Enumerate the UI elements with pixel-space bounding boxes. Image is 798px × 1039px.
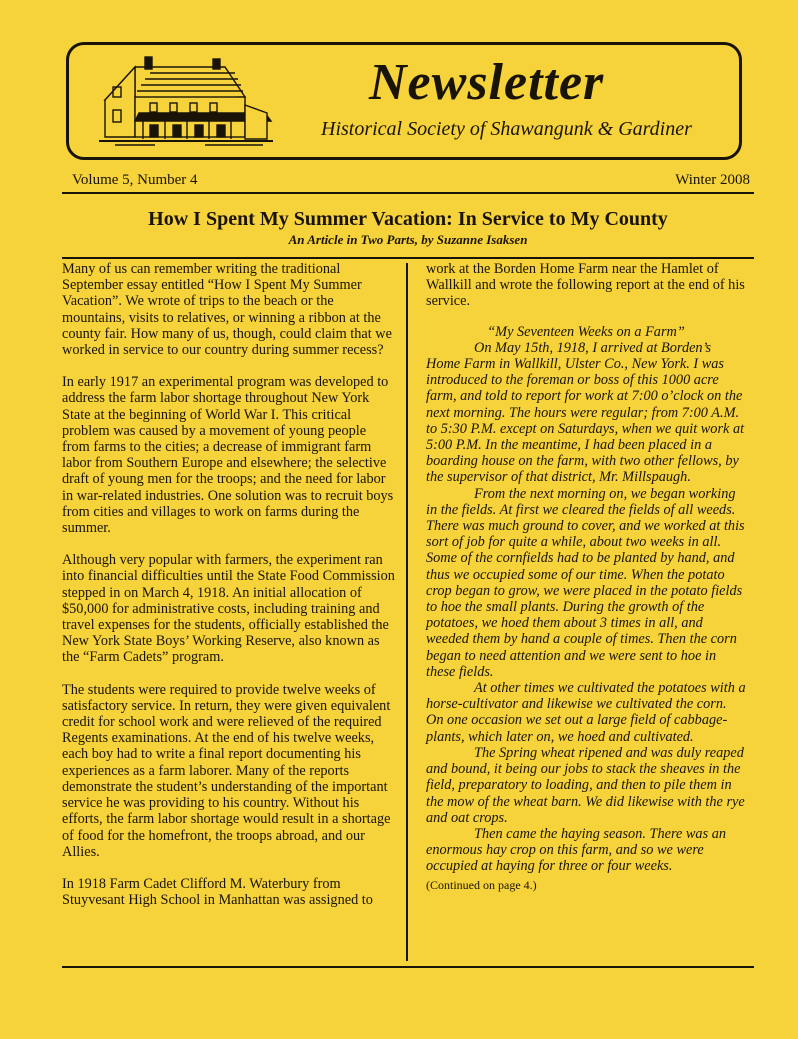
report-paragraph: On May 15th, 1918, I arrived at Borden’s Home Farm in Wallkill, Ulster Co., New York. I was introduced to the foreman or boss of this 1000 acre farm, and told to report for work at 7:00 o’clock on the next morning. The hours were regular; from 7:00 A.M. to 5:30 P.M. except on Saturdays, when we quit work at 5:00 P.M. In the meantime, I had been placed in a boarding house on the farm, with two other fellows, by the supervisor of that district, Mr. Millspaugh. — [426, 339, 745, 486]
body-paragraph: Many of us can remember writing the traditional September essay entitled “How I Spent My Summer Vacation”. We wrote of trips to the beach or the mountains, visits to relatives, or winning a ribbon at the county fair. How many of us, though, could claim that we worked in service to our country during summer recess? — [62, 261, 392, 359]
report-paragraph: The Spring wheat ripened and was duly reaped and bound, it being our jobs to stack the sheaves in the field, preparatory to loading, and then to pile them in the mow of the wheat barn. We did likewise with the rye and oat crops. — [426, 744, 745, 826]
top-rule — [62, 192, 754, 194]
headline-rule — [62, 257, 754, 259]
report-paragraph: At other times we cultivated the potatoes with a horse-cultivator and likewise we cultivated the corn. On one occasion we set out a large field of cabbage-plants, which later on, we hoed and cultivated. — [426, 680, 746, 745]
body-paragraph: work at the Borden Home Farm near the Hamlet of Wallkill and wrote the following report at the end of his service. — [426, 261, 745, 310]
article-byline: An Article in Two Parts, by Suzanne Isaksen — [288, 232, 528, 247]
farmhouse-illustration — [95, 55, 275, 155]
masthead — [66, 42, 742, 160]
volume-number: Volume 5, Number 4 — [72, 172, 198, 188]
article-headline: How I Spent My Summer Vacation: In Service to My County — [148, 208, 668, 230]
report-title: “My Seventeen Weeks on a Farm” — [487, 323, 685, 340]
issue-info-row — [72, 172, 750, 190]
column-divider — [406, 263, 408, 961]
report-paragraph: Then came the haying season. There was an enormous hay crop on this farm, and so we were occupied at haying for three or four weeks. — [426, 825, 727, 875]
body-paragraph: In early 1917 an experimental program was developed to address the farm labor shortage throughout New York State at the beginning of World War I. This critical problem was caused by a movement of young people from farms to the cities; a decrease of immigrant farm labor from Southern Europe and elsewhere; the selective draft of young men for the troops; and the need for labor in war-related industries. One solution was to recruit boys from cities and villages to work on farms during the summer. — [62, 374, 394, 537]
left-column — [62, 261, 396, 924]
society-name: Historical Society of Shawangunk & Gardiner — [321, 118, 692, 140]
report-paragraph: From the next morning on, we began working in the fields. At first we cleared the fields of all weeds. There was much ground to cover, and we worked at this sort of job for quite a while, about two weeks in all. Some of the cornfields had to be planted by hand, and thus we occupied some of our time. When the potato crop began to grow, we were placed in the potato fields to hoe the small plants. During the growth of the potatoes, we hoed them about 3 times in all, and weeded them by hand a couple of times. Then the corn began to need attention and we were sent to hoe in these fields. — [426, 485, 745, 680]
issue-season: Winter 2008 — [675, 172, 750, 188]
body-paragraph: In 1918 Farm Cadet Clifford M. Waterbury from Stuyvesant High School in Manhattan was assigned to — [62, 875, 373, 909]
bottom-rule — [62, 966, 754, 968]
body-paragraph: The students were required to provide twelve weeks of satisfactory service. In return, they were given equivalent credit for school work and were relieved of the required Regents examinations. At the end of his twelve weeks, each boy had to write a final report documenting his experiences as a farm laborer. Many of the reports demonstrate the student’s understanding of the important service he was providing to his country. Without his efforts, the farm labor shortage would result in a shortage of food for the homefront, the troops abroad, and our Allies. — [62, 681, 391, 860]
right-column — [426, 261, 746, 893]
body-paragraph: Although very popular with farmers, the experiment ran into financial difficulties until the State Food Commission stepped in on March 4, 1918. An initial allocation of $50,000 for administrative costs, including training and travel expenses for the students, officially established the New York State Boys’ Working Reserve, also known as the “Farm Cadets” program. — [62, 552, 395, 666]
newsletter-title: Newsletter — [369, 54, 605, 111]
continued-note: (Continued on page 4.) — [426, 877, 537, 892]
